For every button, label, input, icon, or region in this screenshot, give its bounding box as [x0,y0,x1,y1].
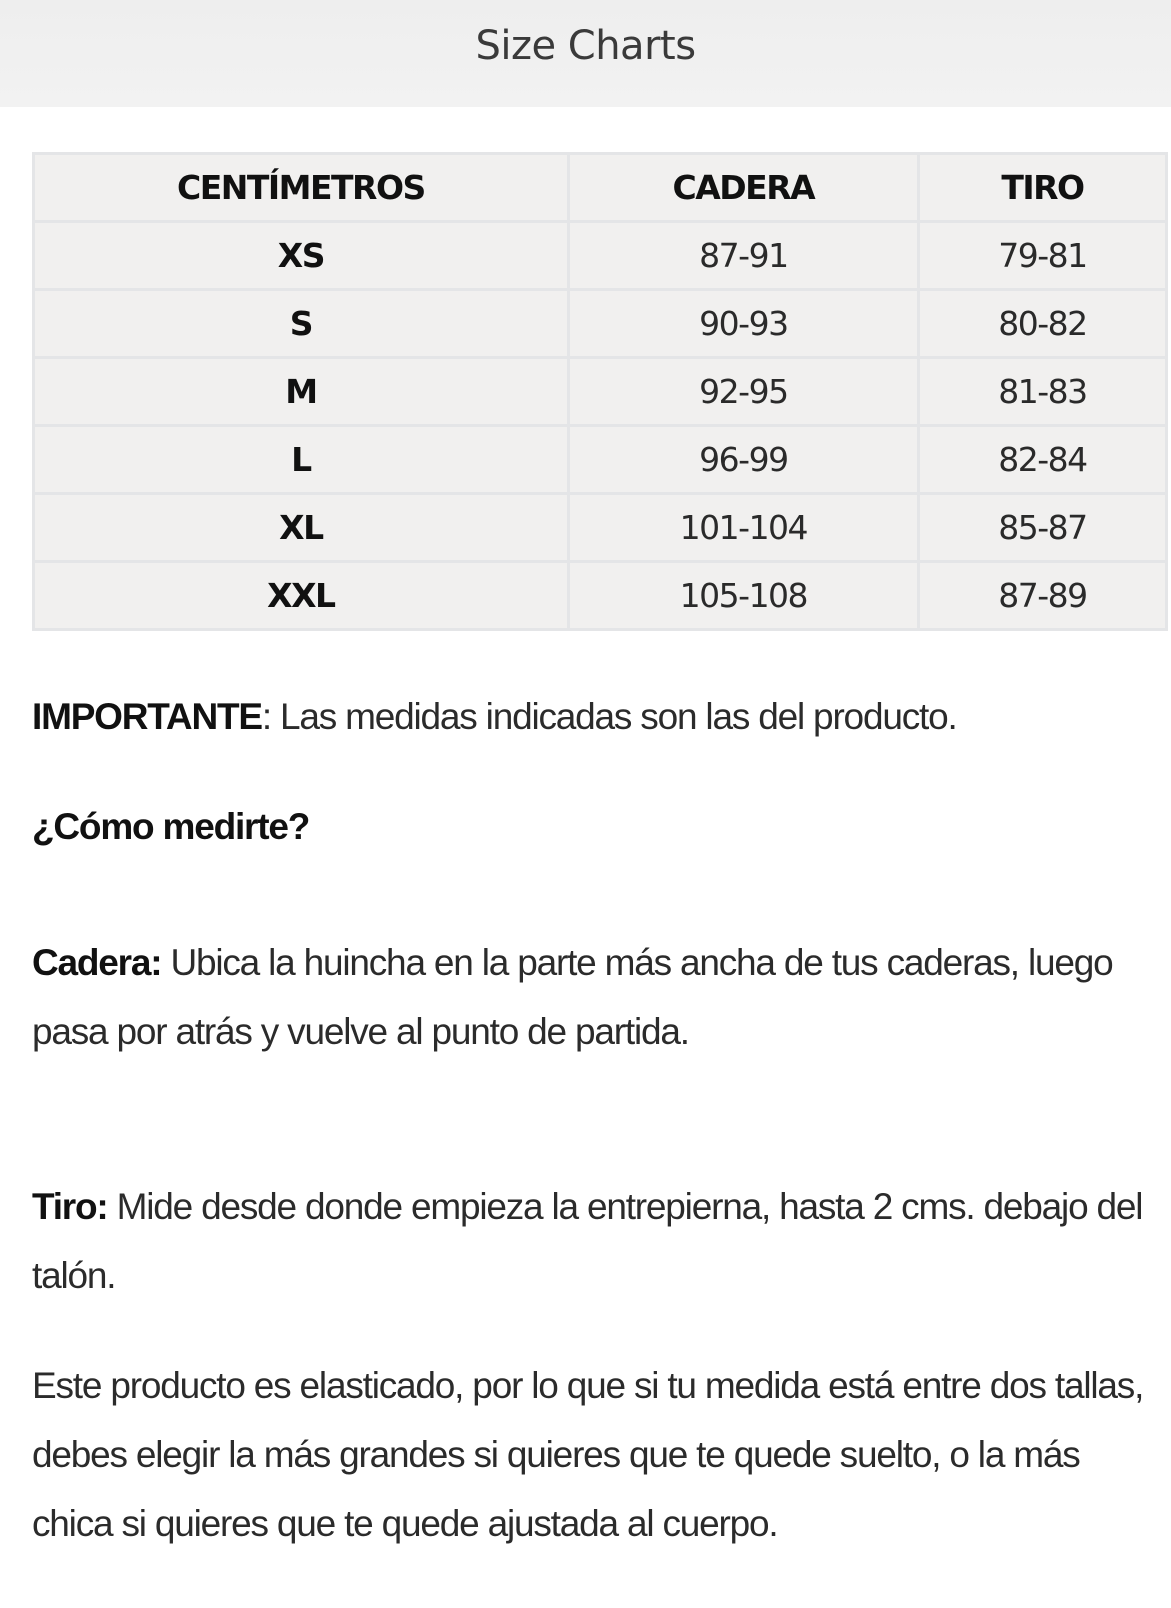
size-cell: XS [34,222,569,290]
table-row [34,290,1167,358]
cadera-instructions [32,928,1152,1066]
cadera-cell: 96-99 [568,426,918,494]
tiro-cell: 87-89 [918,562,1166,630]
size-cell: XL [34,494,569,562]
tiro-label: Tiro: [32,1186,108,1227]
tiro-cell: 80-82 [918,290,1166,358]
table-row [34,494,1167,562]
important-text: : Las medidas indicadas son las del producto. [261,696,957,737]
cadera-description: Ubica la huincha en la parte más ancha de tus caderas, luego pasa por atrás y vuelve al punto de partida. [32,942,1113,1052]
tiro-cell: 82-84 [918,426,1166,494]
tiro-cell: 85-87 [918,494,1166,562]
table-header-row [34,154,1167,222]
tiro-instructions [32,1172,1152,1310]
elastic-note: Este producto es elasticado, por lo que si tu medida está entre dos tallas, debes elegir la más grandes si quieres que te quede suelto, o la más chica si quieres que te quede ajustada al cuerpo. [32,1365,1144,1544]
table-row [34,358,1167,426]
important-label: IMPORTANTE [32,696,262,737]
column-header-cadera: CADERA [568,154,918,222]
cadera-cell: 105-108 [568,562,918,630]
tiro-cell: 79-81 [918,222,1166,290]
size-cell: XXL [34,562,569,630]
size-cell: M [34,358,569,426]
cadera-label: Cadera: [32,942,162,983]
page-header [0,0,1171,107]
cadera-cell: 92-95 [568,358,918,426]
table-row [34,426,1167,494]
important-note [32,682,1152,751]
cadera-cell: 87-91 [568,222,918,290]
size-cell: S [34,290,569,358]
tiro-cell: 81-83 [918,358,1166,426]
page-title: Size Charts [475,22,696,69]
cadera-cell: 101-104 [568,494,918,562]
size-chart-table [32,152,1168,631]
tiro-description: Mide desde donde empieza la entrepierna, hasta 2 cms. debajo del talón. [32,1186,1143,1296]
column-header-tiro: TIRO [918,154,1166,222]
table-row [34,222,1167,290]
how-to-measure-heading: ¿Cómo medirte? [32,806,310,847]
column-header-centimetros: CENTÍMETROS [34,154,569,222]
table-row [34,562,1167,630]
cadera-cell: 90-93 [568,290,918,358]
size-cell: L [34,426,569,494]
